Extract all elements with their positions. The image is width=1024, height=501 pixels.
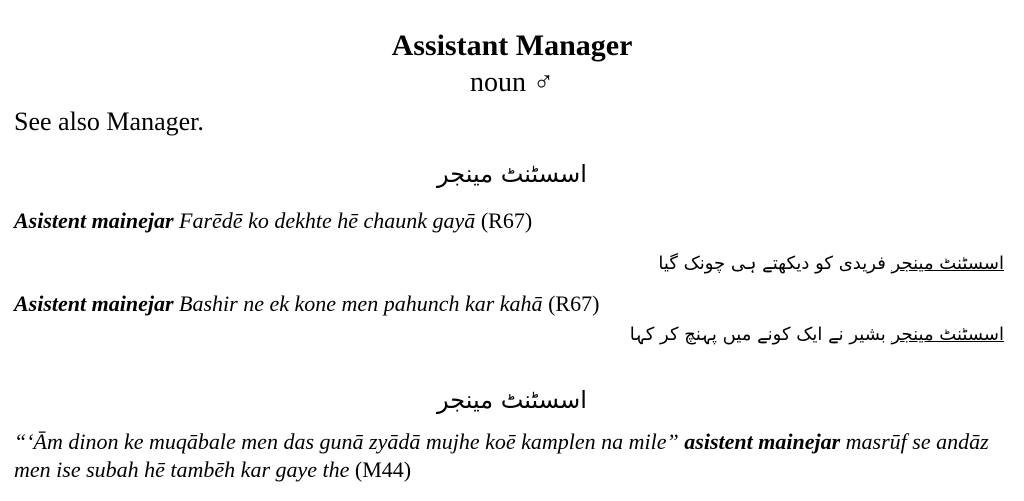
example-2-urdu-term: اسسٹنٹ مینجر — [891, 324, 1004, 345]
example-3-sentence-end: masrūf se andāz men ise subah hē tambēh kar gaye the — [14, 429, 989, 482]
example-1-term: Asistent mainejar — [14, 208, 174, 233]
example-3-sentence-start: “‘Ām dinon ke muqābale men das gunā zyādā mujhe koē kamplen na mile” — [14, 429, 679, 454]
urdu-headword-1: اسسٹنٹ مینجر — [437, 160, 587, 188]
example-2-urdu-sentence: بشیر نے ایک کونے میں پہنچ کر کہا — [629, 324, 892, 345]
example-2-urdu — [630, 321, 1004, 349]
example-1-urdu-term: اسسٹنٹ مینجر — [891, 253, 1004, 274]
example-1-urdu — [658, 250, 1004, 278]
see-also-note: See also Manager. — [14, 107, 204, 136]
headword-title: Assistant Manager — [391, 29, 633, 62]
example-3-quote — [14, 428, 1014, 484]
example-1-reference: (R67) — [475, 208, 533, 233]
example-2-term: Asistent mainejar — [14, 291, 174, 316]
example-1-urdu-sentence: فریدی کو دیکھتے ہی چونک گیا — [658, 253, 892, 274]
example-2-reference: (R67) — [542, 291, 600, 316]
example-1-sentence: Farēdē ko dekhte hē chaunk gayā — [173, 208, 476, 233]
example-1-transliteration — [14, 207, 532, 234]
example-3-term: asistent mainejar — [678, 429, 841, 454]
example-2-sentence: Bashir ne ek kone men pahunch kar kahā — [173, 291, 543, 316]
example-2-transliteration — [14, 290, 599, 317]
part-of-speech: noun ♂ — [470, 67, 554, 98]
urdu-headword-2: اسسٹنٹ مینجر — [437, 386, 587, 414]
example-3-reference: (M44) — [349, 457, 412, 482]
